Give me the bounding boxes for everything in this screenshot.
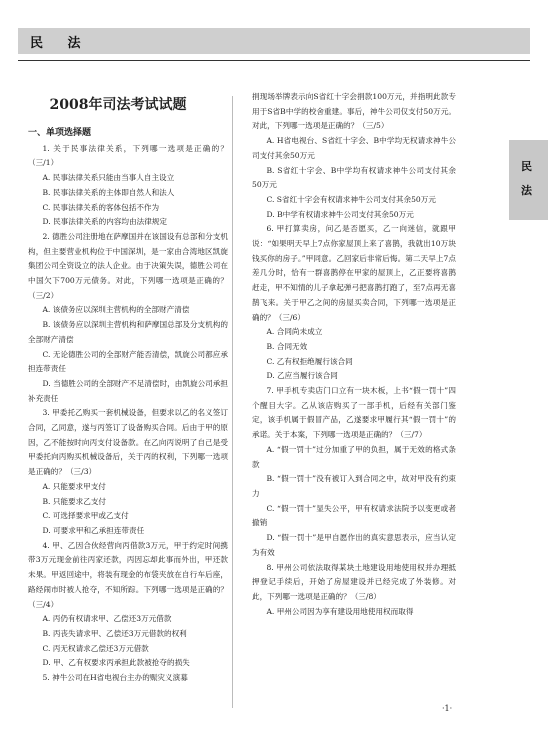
question-paragraph: 6. 甲打算卖房，问乙是否愿买，乙一向迷信，就跟甲说：“如果明天早上7点你家屋顶上来了喜鹊，我就出10万块钱买你的房子。”甲同意。乙回家后非常后悔。第二天早上7点差几分时，恰有一群喜鹊停在甲家的屋顶上，乙正要将喜鹊赶走，甲不知情的儿子拿起弹弓把喜鹊打跑了，至7点再无喜鹊飞来。关于甲乙之间的房屋买卖合同，下列哪一选项是正确的？（三/6） [252,224,456,322]
question-paragraph: 7. 甲手机专卖店门口立有一块木板，上书“假一罚十”四个醒目大字。乙从该店购买了一部手机，后经有关部门鉴定，该手机属于假冒产品，乙遂要求甲履行其“假一罚十”的承诺。关于本案，下列哪一选项是正确的？（三/7） [252,386,456,440]
question-paragraph: 捐现场举牌表示向S省红十字会捐款100万元，并指明此款专用于S省B中学的校舍重建。事后，神牛公司仅支付50万元。对此，下列哪一选项是正确的？（三/5） [252,92,456,131]
option-paragraph: C. “假一罚十”显失公平，甲有权请求法院予以变更或者撤销 [252,503,456,528]
left-column [28,126,228,686]
option-paragraph: D. 乙应当履行该合同 [266,371,338,381]
side-tab-char-1: 民 [521,160,532,173]
option-paragraph: A. 民事法律关系只能由当事人自主设立 [42,173,175,183]
section-heading: 一、单项选择题 [28,128,92,138]
question-paragraph: 3. 甲委托乙购买一套机械设备，但要求以乙的名义签订合同，乙同意，遂与丙签订了设备购买合同。后由于甲的原因，乙不能按时向丙支付设备款。在乙向丙说明了自己是受甲委托向丙购买机械设备后，关于丙的权利，下列哪一选项是正确的？（三/3） [28,408,228,477]
option-paragraph: B. 该债务应以深圳主营机构和萨摩国总部及分支机构的全部财产清偿 [28,320,228,344]
option-paragraph: D. 甲、乙有权要求丙承担此款被抢夺的损失 [42,658,190,668]
side-tab-char-2: 法 [521,184,532,197]
page-title: 2008年司法考试试题 [49,97,187,113]
question-paragraph: 2. 德胜公司注册地在萨摩国并在该国设有总部和分支机构，但主要营业机构位于中国深圳，是一家由合湾地区凯旋集团公司全资设立的法人企业。由于决策失误，德胜公司在中国欠下700万元债务。对此，下列哪一选项是正确的？（三/2） [28,231,228,300]
page-number: ·1· [442,704,453,713]
option-paragraph: B. 合同无效 [266,341,308,351]
option-paragraph: C. 无论德胜公司的全部财产能否清偿，凯旋公司都应承担连带责任 [28,349,228,374]
option-paragraph: D. B中学有权请求神牛公司支付其余50万元 [266,209,414,219]
header-bar [18,28,530,54]
option-paragraph: B. 只能要求乙支付 [42,496,107,506]
option-paragraph: D. 当德胜公司的全部财产不足清偿时，由凯旋公司承担补充责任 [28,378,228,403]
option-paragraph: A. 丙仍有权请求甲、乙偿还3万元借款 [42,614,172,624]
question-paragraph: 4. 甲、乙因合伙经营向丙借款3万元，甲于约定时间携带3万元现金前往丙家还款，丙因忘却此事而外出，甲还款未果。甲返回途中，将装有现金的布袋夹放在自行车后座，路经闹市时被人抢夺，不知所踪。下列哪一选项是正确的？（三/4） [28,540,228,609]
column-divider [232,96,233,708]
option-paragraph: B. 丙丧失请求甲、乙偿还3万元借款的权利 [42,628,187,638]
option-paragraph: D. “假一罚十”是甲自愿作出的真实意思表示，应当认定为有效 [252,533,456,557]
header-rule [18,60,530,61]
right-column [252,90,456,619]
question-paragraph: 1. 关于民事法律关系，下列哪一选项是正确的？（三/1） [28,143,228,168]
option-paragraph: A. 合同尚未成立 [266,327,323,337]
question-paragraph: 5. 神牛公司在H省电视台主办的赈灾义演募 [42,673,188,683]
option-paragraph: B. S省红十字会、B中学均有权请求神牛公司支付其余50万元 [252,165,456,190]
option-paragraph: A. 该债务应以深圳主营机构的全部财产清偿 [42,305,190,315]
side-tab [509,140,548,220]
option-paragraph: D. 民事法律关系的内容均由法律规定 [42,217,167,227]
option-paragraph: C. 乙有权拒绝履行该合同 [266,356,353,366]
header-label: 民 法 [30,36,91,51]
option-paragraph: B. “假一罚十”没有被订入到合同之中，故对甲没有约束力 [252,474,456,498]
option-paragraph: A. 甲州公司因为享有建设用地使用权而取得 [266,606,414,616]
option-paragraph: B. 民事法律关系的主体即自然人和法人 [42,187,175,197]
option-paragraph: D. 可要求甲和乙承担连带责任 [42,525,145,535]
question-paragraph: 8. 甲州公司依法取得某块土地建设用地使用权并办理抵押登记手续后，开始了房屋建设并已经完成了外装修。对此，下列哪一选项是正确的？（三/8） [252,562,456,601]
option-paragraph: C. 民事法律关系的客体包括不作为 [42,202,160,212]
option-paragraph: A. “假一罚十”过分加重了甲的负担，属于无效的格式条款 [252,444,456,469]
option-paragraph: C. S省红十字会有权请求神牛公司支付其余50万元 [266,194,436,204]
option-paragraph: C. 可选择要求甲或乙支付 [42,511,129,521]
option-paragraph: C. 丙无权请求乙偿还3万元借款 [42,643,149,653]
option-paragraph: A. H省电视台、S省红十字会、B中学均无权请求神牛公司支付其余50万元 [252,136,456,160]
option-paragraph: A. 只能要求甲支付 [42,481,106,491]
